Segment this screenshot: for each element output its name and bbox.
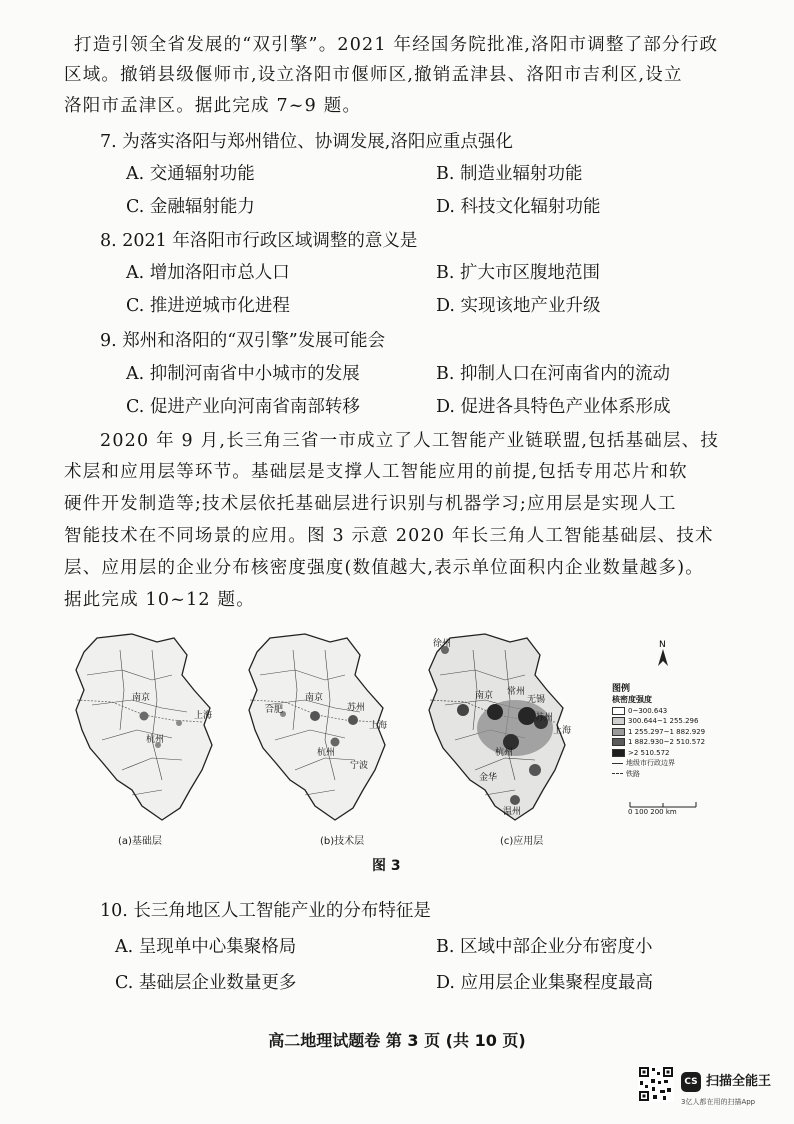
- q9-option-c: C. 促进产业向河南省南部转移: [126, 397, 360, 417]
- q8-option-d: D. 实现该地产业升级: [436, 296, 601, 316]
- map-c-label-wenzhou: 温州: [503, 807, 522, 817]
- map-b-label-hefei: 合肥: [265, 705, 284, 715]
- q8-option-b: B. 扩大市区腹地范围: [436, 263, 600, 283]
- legend-row-boundary: 地级市行政边界: [612, 758, 732, 769]
- camscanner-name: 扫描全能王: [706, 1074, 772, 1089]
- legend-row-2: 300.644~1 255.296: [612, 716, 732, 727]
- map-b-label-hangzhou: 杭州: [317, 748, 336, 758]
- q9-option-b: B. 抑制人口在河南省内的流动: [436, 364, 670, 384]
- legend-boundary-symbol: [612, 763, 623, 764]
- legend-swatch-1: [612, 707, 625, 715]
- q10-option-a: A. 呈现单中心集聚格局: [115, 937, 297, 957]
- map-c-label-suzhou: 苏州: [535, 713, 554, 723]
- north-arrow-icon: [655, 638, 671, 672]
- q9-option-d: D. 促进各具特色产业体系形成: [436, 397, 671, 417]
- map-foundation-layer: [62, 630, 222, 830]
- legend-row-5: >2 510.572: [612, 748, 732, 759]
- material-line-6: 据此完成 10~12 题。: [64, 590, 255, 610]
- q9-stem: 9. 郑州和洛阳的“双引擎”发展可能会: [100, 331, 386, 351]
- legend-subtitle: 核密度强度: [612, 695, 652, 704]
- material-line-3: 硬件开发制造等;技术层依托基础层进行识别与机器学习;应用层是实现人工: [64, 494, 677, 514]
- map-c-label-changzhou: 常州: [507, 687, 526, 697]
- map-c-label-shanghai: 上海: [553, 726, 572, 736]
- intro-line-2: 区域。撤销县级偃师市,设立洛阳市偃师区,撤销孟津县、洛阳市吉利区,设立: [64, 65, 683, 85]
- map-technology-layer: [235, 630, 395, 830]
- map-b-label-nanjing: 南京: [305, 693, 324, 703]
- q7-option-b: B. 制造业辐射功能: [436, 164, 583, 184]
- legend-swatch-2: [612, 717, 625, 725]
- map-a-label-shanghai: 上海: [194, 711, 213, 721]
- material-line-1: 2020 年 9 月,长三角三省一市成立了人工智能产业链联盟,包括基础层、技: [100, 431, 720, 451]
- q10-option-b: B. 区域中部企业分布密度小: [436, 937, 653, 957]
- map-b-label-shanghai: 上海: [369, 721, 388, 731]
- q7-option-c: C. 金融辐射能力: [126, 197, 255, 217]
- map-b-label-suzhou: 苏州: [347, 703, 366, 713]
- q10-option-d: D. 应用层企业集聚程度最高: [436, 973, 654, 993]
- legend-row-railway: 铁路: [612, 769, 732, 780]
- material-line-2: 术层和应用层等环节。基础层是支撑人工智能应用的前提,包括专用芯片和软: [64, 462, 688, 482]
- q10-option-c: C. 基础层企业数量更多: [115, 973, 297, 993]
- map-b-label-ningbo: 宁波: [350, 761, 369, 771]
- map-a-label-hangzhou: 杭州: [146, 735, 165, 745]
- map-c-label-jinhua: 金华: [479, 773, 498, 783]
- q7-option-d: D. 科技文化辐射功能: [436, 197, 601, 217]
- page-footer: 高二地理试题卷 第 3 页 (共 10 页): [268, 1031, 526, 1050]
- material-line-5: 层、应用层的企业分布核密度强度(数值越大,表示单位面积内企业数量越多)。: [64, 558, 704, 578]
- map-application-layer: [415, 630, 590, 830]
- scale-bar: [628, 800, 698, 816]
- caption-c: (c)应用层: [500, 836, 544, 847]
- q8-option-c: C. 推进逆城市化进程: [126, 296, 290, 316]
- scale-label: 0 100 200 km: [628, 808, 677, 816]
- legend-swatch-3: [612, 728, 625, 736]
- legend-railway-symbol: [612, 773, 623, 774]
- map-legend: [612, 683, 732, 779]
- q9-option-a: A. 抑制河南省中小城市的发展: [126, 364, 360, 384]
- q8-stem: 8. 2021 年洛阳市行政区域调整的意义是: [100, 231, 418, 251]
- q10-stem: 10. 长三角地区人工智能产业的分布特征是: [100, 901, 431, 921]
- map-c-label-xuzhou: 徐州: [433, 639, 452, 649]
- map-c-label-wuxi: 无锡: [527, 695, 546, 705]
- intro-line-1: 打造引领全省发展的“双引擎”。2021 年经国务院批准,洛阳市调整了部分行政: [74, 35, 719, 55]
- q8-option-a: A. 增加洛阳市总人口: [126, 263, 290, 283]
- legend-row-4: 1 882.930~2 510.572: [612, 737, 732, 748]
- qr-code-icon: [638, 1066, 674, 1106]
- map-c-label-nanjing: 南京: [475, 691, 494, 701]
- legend-row-1: 0~300.643: [612, 706, 732, 717]
- camscanner-tagline: 3亿人都在用的扫描App: [681, 1098, 756, 1106]
- camscanner-logo-icon: CS: [681, 1072, 701, 1092]
- q7-option-a: A. 交通辐射功能: [126, 164, 255, 184]
- q7-stem: 7. 为落实洛阳与郑州错位、协调发展,洛阳应重点强化: [100, 132, 513, 152]
- north-label: N: [659, 640, 666, 650]
- material-line-4: 智能技术在不同场景的应用。图 3 示意 2020 年长三角人工智能基础层、技术: [64, 526, 714, 546]
- caption-a: (a)基础层: [118, 836, 162, 847]
- legend-row-3: 1 255.297~1 882.929: [612, 727, 732, 738]
- legend-swatch-5: [612, 749, 625, 757]
- legend-title: 图例: [612, 684, 631, 694]
- map-c-label-hangzhou: 杭州: [495, 748, 514, 758]
- intro-line-3: 洛阳市孟津区。据此完成 7~9 题。: [64, 96, 362, 116]
- caption-b: (b)技术层: [320, 836, 365, 847]
- figure-number: 图 3: [372, 858, 401, 874]
- map-a-label-nanjing: 南京: [132, 693, 151, 703]
- legend-swatch-4: [612, 738, 625, 746]
